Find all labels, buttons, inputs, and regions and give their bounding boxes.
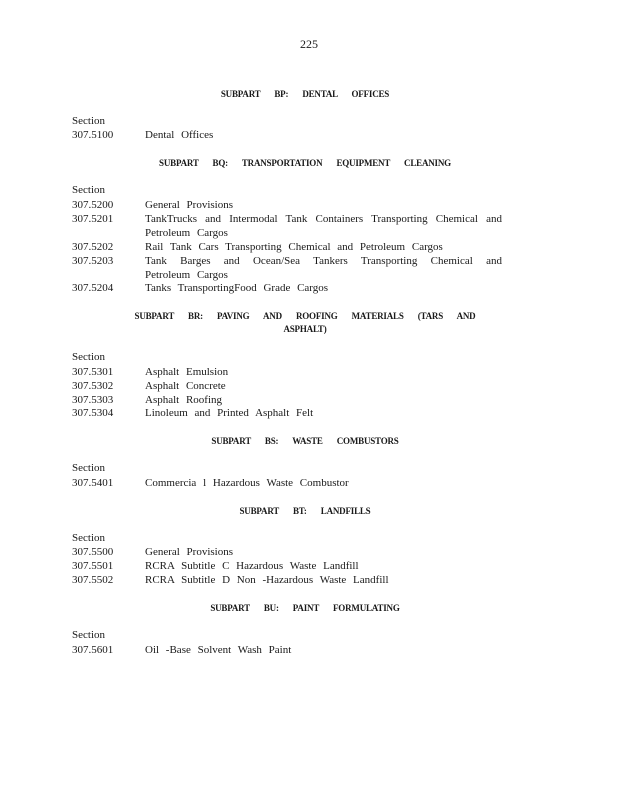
section-number: 307.5302 (72, 380, 114, 392)
section-label: Section (72, 115, 105, 127)
section-number: 307.5303 (72, 394, 114, 406)
section-title: Tanks TransportingFood Grade Cargos (145, 282, 329, 294)
list-item (72, 128, 502, 142)
section-number: 307.5500 (72, 546, 114, 558)
list-item (72, 212, 502, 240)
subpart-heading-bt: SUBPART BT: LANDFILLS (239, 506, 371, 516)
subpart-heading-bp: SUBPART BP: DENTAL OFFICES (220, 89, 390, 99)
section-number: 307.5501 (72, 560, 114, 572)
page-number: 225 (300, 37, 318, 51)
subpart-heading-bu: SUBPART BU: PAINT FORMULATING (210, 603, 400, 613)
list-item (72, 198, 502, 212)
list-item (72, 476, 502, 490)
section-title: Asphalt Emulsion (145, 366, 229, 378)
section-title: RCRA Subtitle C Hazardous Waste Landfill (145, 560, 359, 572)
section-number: 307.5301 (72, 366, 114, 378)
section-number: 307.5401 (72, 477, 114, 489)
section-number: 307.5200 (72, 199, 114, 211)
section-title: Linoleum and Printed Asphalt Felt (145, 407, 314, 419)
section-title: General Provisions (145, 546, 234, 558)
list-item (72, 393, 502, 407)
list-item (72, 365, 502, 379)
list-item (72, 406, 502, 420)
section-title: Rail Tank Cars Transporting Chemical and Petroleum Cargos (145, 241, 443, 253)
list-item (72, 240, 502, 254)
list-item (72, 379, 502, 393)
section-title: General Provisions (145, 199, 234, 211)
list-item (72, 254, 502, 282)
section-title: RCRA Subtitle D Non -Hazardous Waste Landfill (145, 574, 389, 586)
section-title: Asphalt Concrete (145, 380, 226, 392)
section-title: Oil -Base Solvent Wash Paint (145, 644, 292, 656)
section-label: Section (72, 462, 105, 474)
list-item (72, 545, 502, 559)
section-label: Section (72, 629, 105, 641)
subpart-heading-br: SUBPART BR: PAVING AND ROOFING MATERIALS (TARS AND ASPHALT) (134, 311, 476, 334)
section-number: 307.5304 (72, 407, 114, 419)
section-number: 307.5201 (72, 213, 114, 225)
list-item (72, 643, 502, 657)
section-label: Section (72, 532, 105, 544)
section-title: Commercia l Hazardous Waste Combustor (145, 477, 349, 489)
section-number: 307.5202 (72, 241, 114, 253)
section-title: Tank Barges and Ocean/Sea Tankers Transporting Chemical and Petroleum Cargos (145, 255, 502, 281)
section-number: 307.5203 (72, 255, 114, 267)
list-item (72, 559, 502, 573)
list-item (72, 573, 502, 587)
section-number: 307.5204 (72, 282, 114, 294)
section-number: 307.5502 (72, 574, 114, 586)
section-label: Section (72, 351, 105, 363)
section-title: Asphalt Roofing (145, 394, 223, 406)
section-title: Dental Offices (145, 129, 214, 141)
section-number: 307.5100 (72, 129, 114, 141)
section-number: 307.5601 (72, 644, 114, 656)
list-item (72, 281, 502, 295)
section-label: Section (72, 184, 105, 196)
section-title: TankTrucks and Intermodal Tank Containers Transporting Chemical and Petroleum Cargos (145, 213, 502, 239)
subpart-heading-bs: SUBPART BS: WASTE COMBUSTORS (211, 436, 399, 446)
subpart-heading-bq: SUBPART BQ: TRANSPORTATION EQUIPMENT CLEANING (159, 158, 451, 168)
